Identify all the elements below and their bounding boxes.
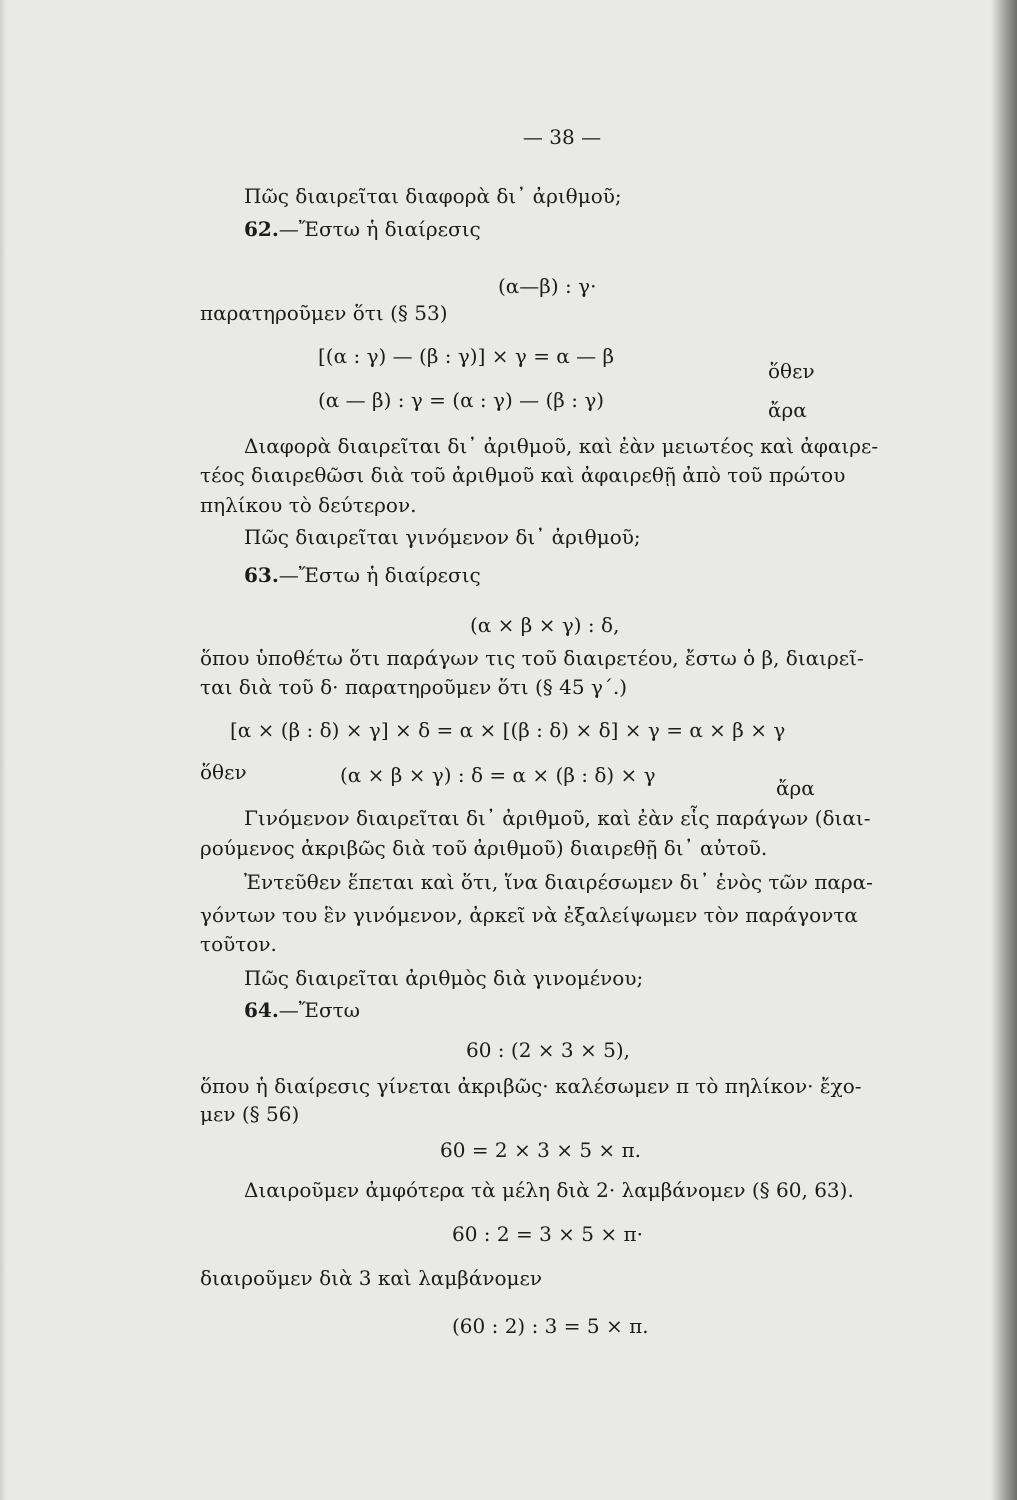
formula-62-a: (α—β) : γ· [498,274,597,298]
formula-64-d: (60 : 2) : 3 = 5 × π. [452,1314,649,1338]
paragraph-63-line-2: ται διὰ τοῦ δ· παρατηροῦμεν ὅτι (§ 45 γ΄.) [200,675,628,699]
formula-62-b: [(α : γ) — (β : γ)] × γ = α — β [318,344,615,368]
section-63-intro: —Ἔστω ἡ διαίρεσις [278,563,481,587]
paragraph-64-line-3: Διαιροῦμεν ἀμφότερα τὰ μέλη διὰ 2· λαμβάνομεν (§ 60, 63). [244,1178,854,1202]
paragraph-62-heading [244,219,481,239]
formula-63-c-therefore: ἄρα [776,776,815,800]
question-63: Πῶς διαιρεῖται γινόμενον δι᾽ ἀριθμοῦ; [244,525,641,549]
formula-64-b: 60 = 2 × 3 × 5 × π. [440,1138,642,1162]
formula-64-a: 60 : (2 × 3 × 5), [466,1038,630,1062]
rule-62-line-1: Διαφορὰ διαιρεῖται δι᾽ ἀριθμοῦ, καὶ ἐὰν μειωτέος καὶ ἀφαιρε- [244,434,879,458]
formula-63-b: [α × (β : δ) × γ] × δ = α × [(β : δ) × δ] × γ = α × β × γ [230,718,786,742]
section-62-intro: —Ἔστω ἡ διαίρεσις [278,217,481,241]
question-64: Πῶς διαιρεῖται ἀριθμὸς διὰ γινομένου; [244,966,644,990]
paragraph-64-line-4: διαιροῦμεν διὰ 3 καὶ λαμβάνομεν [200,1266,543,1290]
rule-62-line-2: τέος διαιρεθῶσι διὰ τοῦ ἀριθμοῦ καὶ ἀφαιρεθῇ ἀπὸ τοῦ πρώτου [200,463,846,487]
question-62: Πῶς διαιρεῖται διαφορὰ δι᾽ ἀριθμοῦ; [244,184,622,208]
rule-63-line-2: ρούμενος ἀκριβῶς διὰ τοῦ ἀριθμοῦ) διαιρεθῇ δι᾽ αὐτοῦ. [200,836,768,860]
formula-63-a: (α × β × γ) : δ, [470,613,620,637]
formula-64-c: 60 : 2 = 3 × 5 × π· [452,1222,643,1246]
formula-63-c: (α × β × γ) : δ = α × (β : δ) × γ [340,763,656,787]
formula-62-b-whence: ὅθεν [768,359,815,383]
corollary-63-line-2: γόντων του ἓν γινόμενον, ἀρκεῖ νὰ ἐξαλείψωμεν τὸν παράγοντα [200,903,858,927]
formula-62-c-therefore: ἄρα [768,398,807,422]
rule-62-line-3: πηλίκου τὸ δεύτερον. [200,493,417,517]
page-number: — 38 — [522,125,602,149]
paragraph-64-heading [244,1000,360,1020]
section-number-64: 64. [244,998,279,1022]
formula-62-c: (α — β) : γ = (α : γ) — (β : γ) [318,388,605,412]
formula-63-c-whence: ὅθεν [200,760,247,784]
paragraph-64-line-1: ὅπου ἡ διαίρεσις γίνεται ἀκριβῶς· καλέσωμεν π τὸ πηλίκον· ἔχο- [200,1074,862,1098]
paragraph-64-line-2: μεν (§ 56) [200,1102,300,1126]
paragraph-63-heading [244,565,481,585]
rule-63-line-1: Γινόμενον διαιρεῖται δι᾽ ἀριθμοῦ, καὶ ἐὰν εἷς παράγων (διαι- [244,806,871,830]
section-64-intro: —Ἔστω [278,998,360,1022]
paragraph-63-line-1: ὅπου ὑποθέτω ὅτι παράγων τις τοῦ διαιρετέου, ἔστω ὁ β, διαιρεῖ- [200,646,864,670]
corollary-63-line-3: τοῦτον. [200,932,277,956]
paragraph-62-observe: παρατηροῦμεν ὅτι (§ 53) [200,301,448,325]
section-number-62: 62. [244,217,279,241]
corollary-63-line-1: Ἐντεῦθεν ἕπεται καὶ ὅτι, ἵνα διαιρέσωμεν δι᾽ ἑνὸς τῶν παρα- [244,870,873,894]
section-number-63: 63. [244,563,279,587]
page-left-edge [0,0,6,1500]
page-right-edge [991,0,1017,1500]
